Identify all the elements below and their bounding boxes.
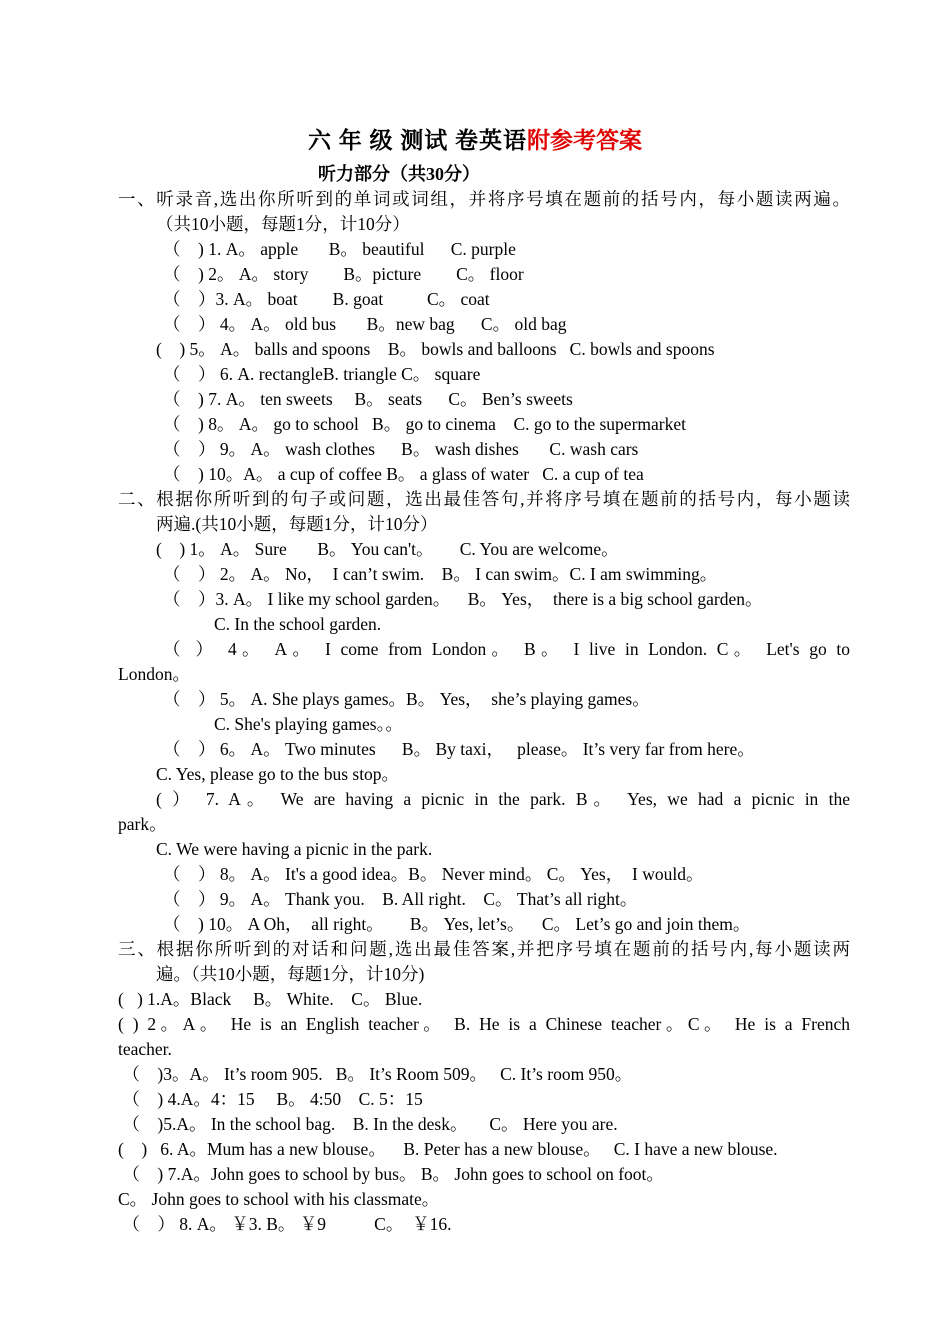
text-line: ( ) 2。A。 He is an English teacher。 B. He is a Chinese teacher。C。 He is a French: [118, 1014, 850, 1034]
text-line: ( ） 7. A。 We are having a picnic in the park. B。 Yes, we had a picnic in the: [156, 789, 850, 809]
text-line: C. Yes, please go to the bus stop。: [156, 764, 400, 784]
text-line: C. In the school garden.: [214, 614, 382, 634]
page-title: [0, 122, 950, 155]
section-subtitle: 听力部分（共30分）: [318, 164, 480, 184]
text-line: C。 John goes to school with his classmate。: [118, 1189, 440, 1209]
title-answer-note: 附参考答案: [527, 128, 642, 153]
text-line: （ ） 4。 A。 I come from London。 B。 I live in London. C。 Let's go to: [163, 639, 850, 659]
text-line: （ ） 6. A. rectangleB. triangle C。 square: [163, 364, 481, 384]
text-line: （共10小题，每题1分，计10分）: [156, 214, 410, 234]
text-line: （ )5.A。 In the school bag. B. In the desk。 C。 Here you are.: [118, 1114, 618, 1134]
text-line: 一、听录音,选出你所听到的单词或词组，并将序号填在题前的括号内，每小题读两遍。: [118, 189, 850, 209]
text-line: （ ) 4.A。4：15 B。 4:50 C. 5：15: [118, 1089, 423, 1109]
text-line: （ ) 7.A。John goes to school by bus。 B。 John goes to school on foot。: [118, 1164, 664, 1184]
text-line: 三、根据你所听到的对话和问题,选出最佳答案,并把序号填在题前的括号内,每小题读两: [118, 939, 850, 959]
text-line: （ ) 1. A。 apple B。 beautiful C. purple: [163, 239, 516, 259]
text-line: 两遍.(共10小题，每题1分，计10分）: [156, 514, 438, 534]
text-line: ( ) 1。 A。 Sure B。 You can't。 C. You are welcome。: [156, 539, 619, 559]
text-line: （ ） 6。 A。 Two minutes B。 By taxi， please。 It’s very far from here。: [163, 739, 755, 759]
text-line: （ )3。A。 It’s room 905. B。 It’s Room 509。 C. It’s room 950。: [118, 1064, 633, 1084]
text-line: （ ） 4。 A。 old bus B。new bag C。 old bag: [163, 314, 567, 334]
text-line: （ ) 8。 A。 go to school B。 go to cinema C. go to the supermarket: [163, 414, 686, 434]
text-line: （ ） 9。 A。 Thank you. B. All right. C。 That’s all right。: [163, 889, 638, 909]
text-line: （ ） 8。 A。 It's a good idea。B。 Never mind。 C。 Yes， I would。: [163, 864, 704, 884]
text-line: （ ） 8. A。 ￥3. B。 ￥9 C。 ￥16.: [118, 1214, 452, 1234]
text-line: 二、根据你所听到的句子或问题，选出最佳答句,并将序号填在题前的括号内，每小题读: [118, 489, 850, 509]
text-line: （ ） 9。 A。 wash clothes B。 wash dishes C. wash cars: [163, 439, 639, 459]
text-line: （ ) 7. A。 ten sweets B。 seats C。 Ben’s sweets: [163, 389, 573, 409]
text-line: （ ） 5。 A. She plays games。B。 Yes， she’s playing games。: [163, 689, 650, 709]
text-line: 遍。（共10小题，每题1分，计10分): [156, 964, 425, 984]
text-line: （ ） 2。 A。 No， I can’t swim. B。 I can swim。C. I am swimming。: [163, 564, 718, 584]
text-line: （ ）3. A。 boat B. goat C。 coat: [163, 289, 490, 309]
text-line: （ ) 10。 A Oh， all right。 B。 Yes, let’s。 C。 Let’s go and join them。: [163, 914, 751, 934]
title-main: 六 年 级 测试 卷英语: [308, 128, 527, 153]
text-line: London。: [118, 664, 190, 684]
text-line: （ ) 10。A。 a cup of coffee B。 a glass of water C. a cup of tea: [163, 464, 644, 484]
text-line: （ ) 2。 A。 story B。picture C。 floor: [163, 264, 524, 284]
text-line: ( ) 6. A。Mum has a new blouse。 B. Peter has a new blouse。 C. I have a new blouse.: [118, 1139, 778, 1159]
text-line: teacher.: [118, 1039, 172, 1059]
text-line: ( ) 1.A。Black B。 White. C。 Blue.: [118, 989, 423, 1009]
text-line: C. We were having a picnic in the park.: [156, 839, 433, 859]
text-line: ( ) 5。 A。 balls and spoons B。 bowls and balloons C. bowls and spoons: [156, 339, 715, 359]
text-line: （ ）3. A。 I like my school garden。 B。 Yes， there is a big school garden。: [163, 589, 763, 609]
text-line: C. She's playing games。。: [214, 714, 403, 734]
text-line: park。: [118, 814, 167, 834]
